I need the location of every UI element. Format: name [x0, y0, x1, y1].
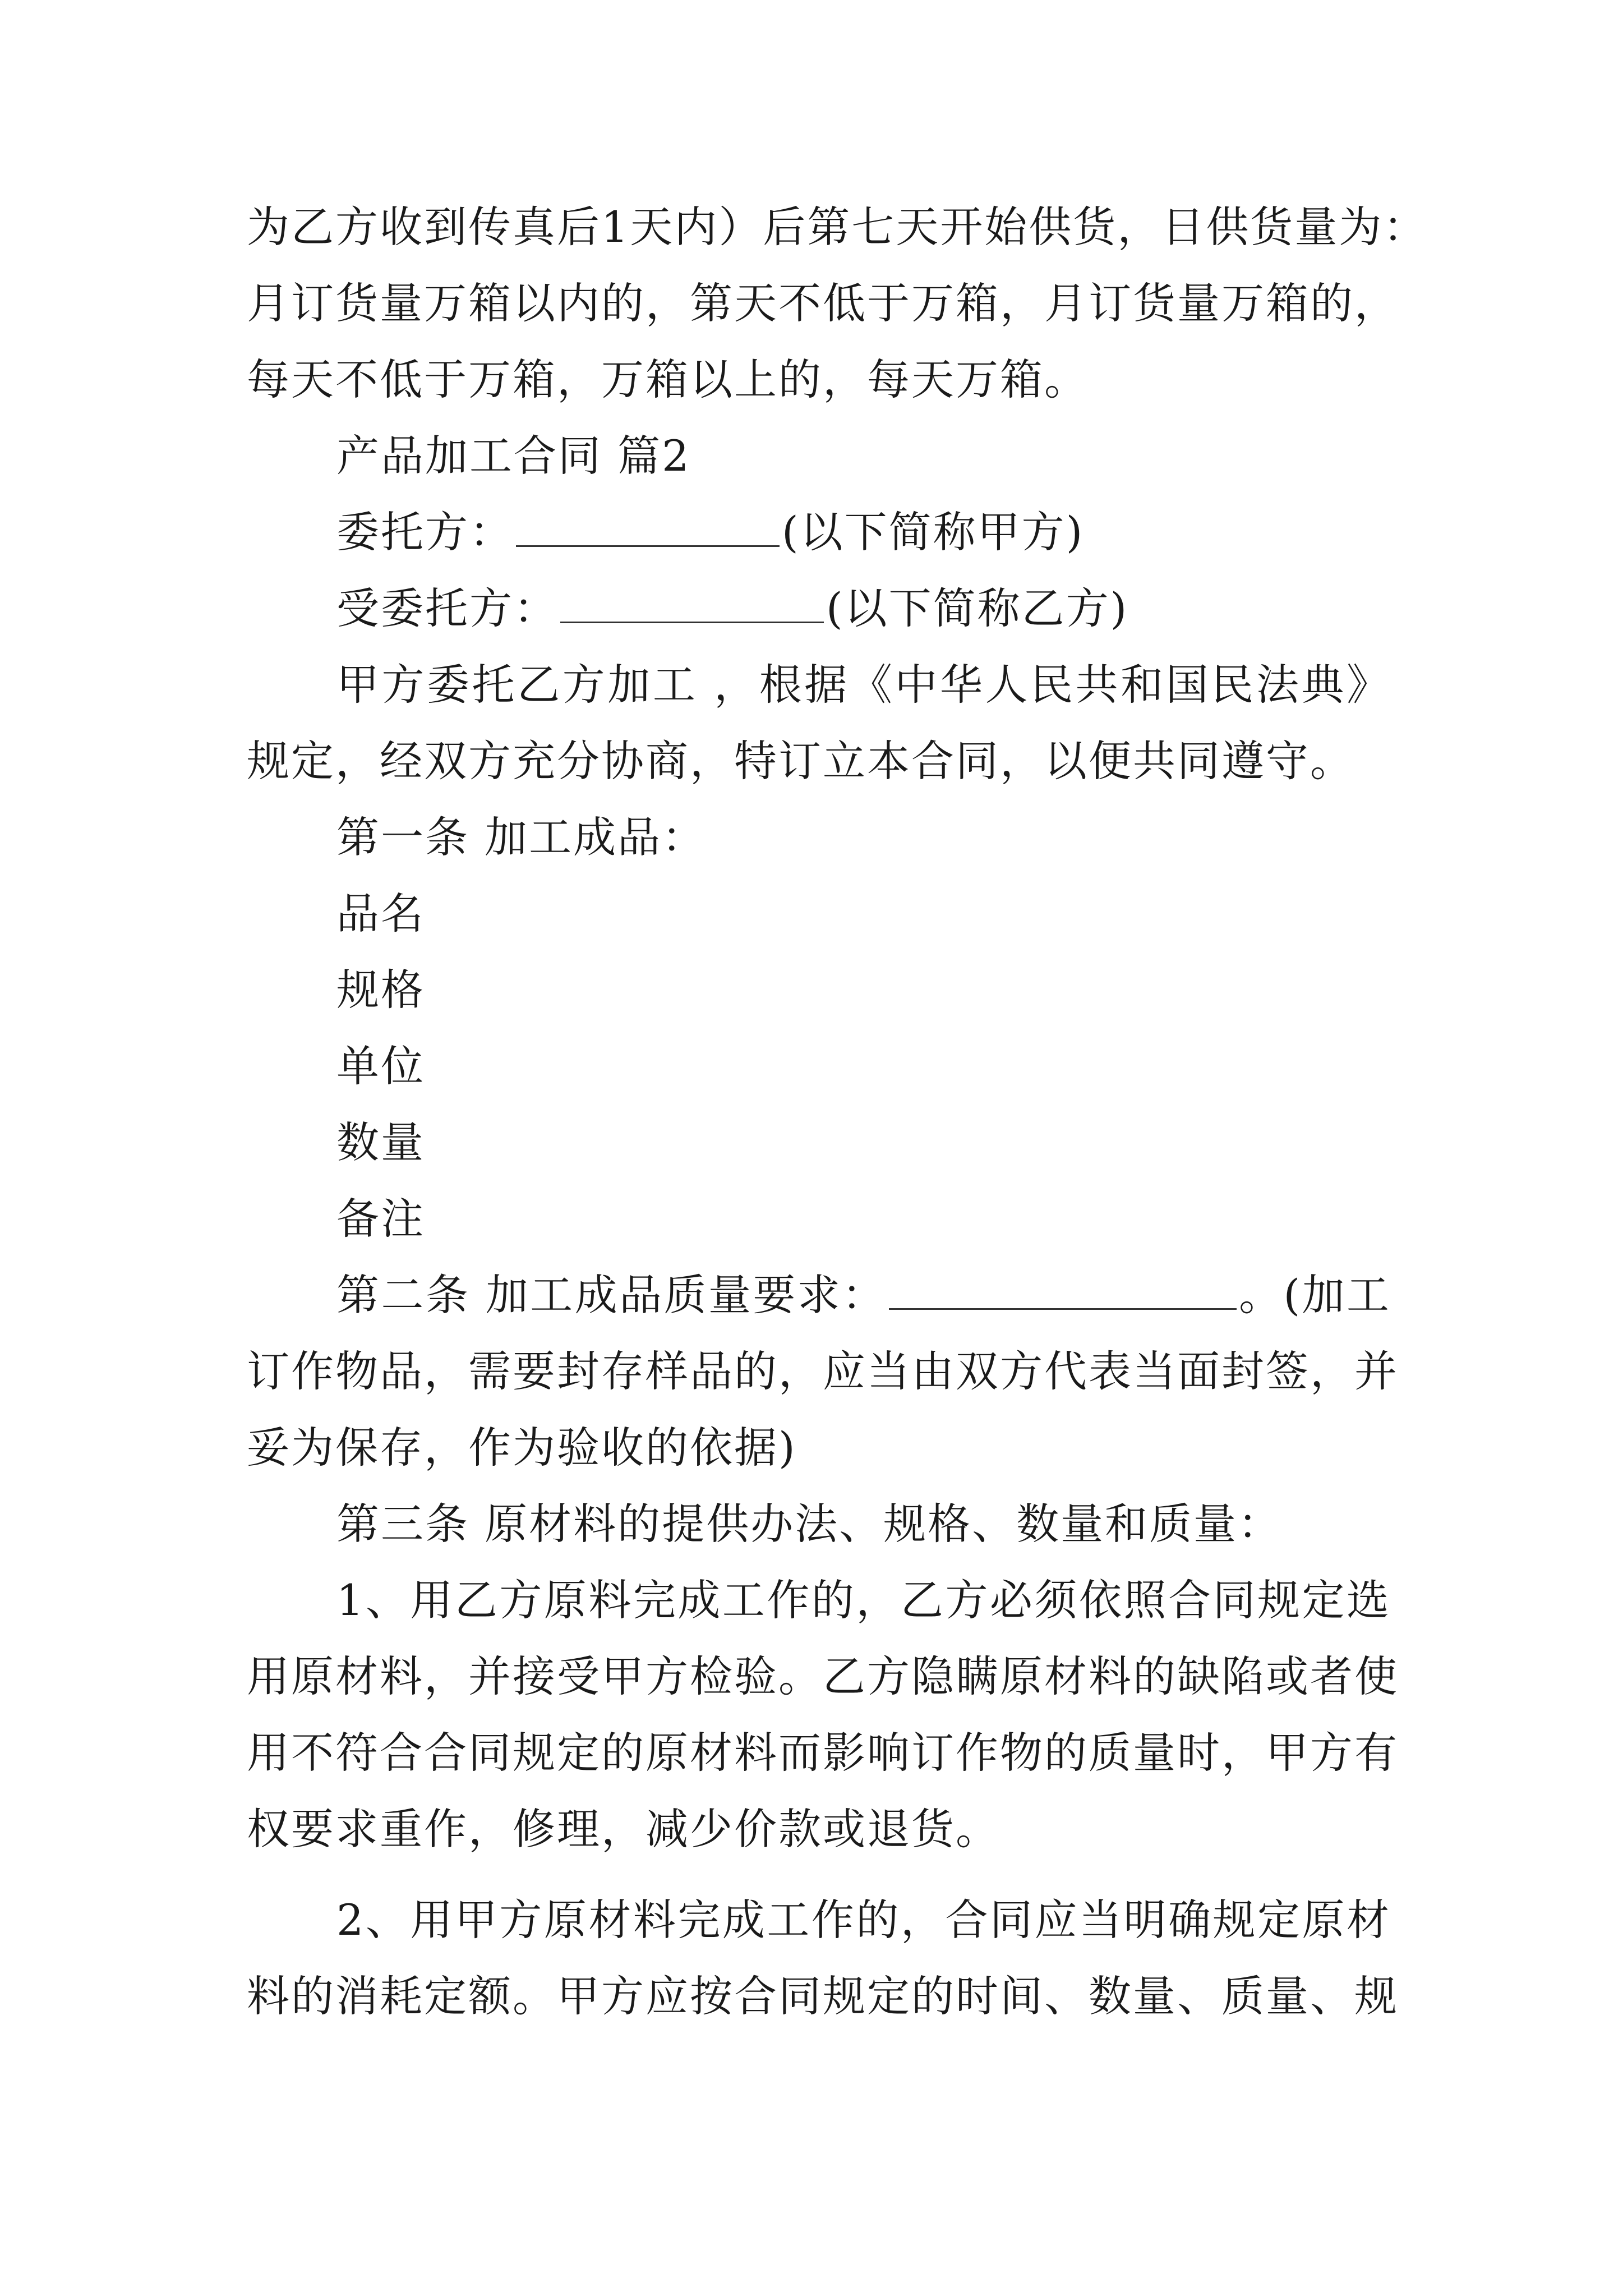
text-line: 规定，经双方充分协商，特订立本合同，以便共同遵守。 [247, 736, 1354, 786]
article-heading: 第三条 原材料的提供办法、规格、数量和质量： [336, 1499, 1283, 1549]
contractor-abbrev: (以下简称乙方) [826, 583, 1129, 633]
text-line: 1、用乙方原料完成工作的，乙方必须依照合同规定选 [336, 1575, 1391, 1625]
contractor-party-line [336, 581, 1391, 637]
list-item: 单位 [336, 1041, 425, 1091]
list-item: 规格 [336, 965, 425, 1015]
article-heading: 第一条 加工成品： [336, 812, 707, 862]
text-line: 订作物品，需要封存样品的，应当由双方代表当面封签，并 [247, 1346, 1399, 1396]
client-label: 委托方： [336, 507, 514, 557]
contractor-name-blank [560, 587, 824, 623]
text-line: 2、用甲方原材料完成工作的，合同应当明确规定原材 [336, 1895, 1391, 1945]
text-line: 为乙方收到传真后1天内）后第七天开始供货，日供货量为： [247, 202, 1428, 252]
client-abbrev: (以下简称甲方) [782, 507, 1085, 557]
text-line: 权要求重作，修理，减少价款或退货。 [247, 1804, 1000, 1854]
text-line: 料的消耗定额。甲方应按合同规定的时间、数量、质量、规 [247, 1971, 1399, 2021]
quality-blank [889, 1273, 1237, 1310]
client-party-line [336, 504, 1391, 560]
list-item: 备注 [336, 1194, 425, 1244]
text-line: 甲方委托乙方加工 ，根据《中华人民共和国民法典》 [336, 660, 1391, 710]
text-line: 妥为保存，作为验收的依据) [247, 1423, 797, 1473]
text-line: 用原材料，并接受甲方检验。乙方隐瞒原材料的缺陷或者使 [247, 1651, 1399, 1701]
text-line: 每天不低于万箱，万箱以上的，每天万箱。 [247, 355, 1089, 404]
quality-label: 第二条 加工成品质量要求： [336, 1270, 887, 1320]
section-heading: 产品加工合同 篇2 [336, 431, 691, 481]
quality-requirement-line [336, 1267, 1391, 1323]
list-item: 品名 [336, 889, 425, 938]
text-line: 月订货量万箱以内的，第天不低于万箱，月订货量万箱的， [247, 278, 1399, 328]
contractor-label: 受委托方： [336, 583, 558, 633]
quality-note: 。(加工 [1238, 1270, 1391, 1320]
list-item: 数量 [336, 1117, 425, 1167]
text-line: 用不符合合同规定的原材料而影响订作物的质量时，甲方有 [247, 1728, 1399, 1778]
client-name-blank [516, 510, 780, 547]
